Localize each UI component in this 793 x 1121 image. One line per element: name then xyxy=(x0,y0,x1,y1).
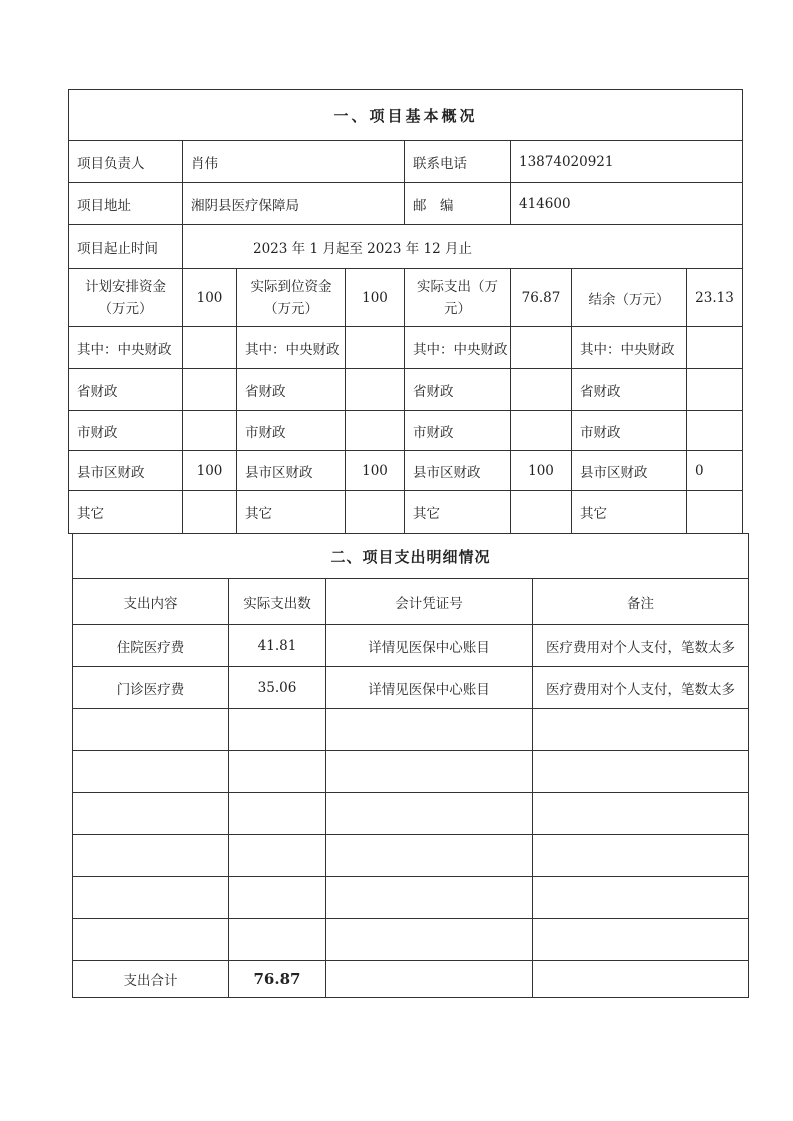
breakdown-value: 100 xyxy=(183,451,237,491)
voucher-number xyxy=(326,793,533,835)
voucher-number xyxy=(326,751,533,793)
phone-label: 联系电话 xyxy=(405,141,511,183)
breakdown-label: 其它 xyxy=(237,491,346,534)
table-row xyxy=(73,835,749,877)
arrived-value: 100 xyxy=(346,269,405,327)
expense-content xyxy=(73,919,229,961)
expense-amount xyxy=(229,877,326,919)
header-voucher: 会计凭证号 xyxy=(326,579,533,625)
table-row xyxy=(73,625,749,667)
expense-content: 住院医疗费 xyxy=(73,625,229,667)
breakdown-label: 市财政 xyxy=(405,411,511,451)
expense-content xyxy=(73,835,229,877)
expense-content xyxy=(73,709,229,751)
planned-value: 100 xyxy=(183,269,237,327)
voucher-number: 详情见医保中心账目 xyxy=(326,625,533,667)
breakdown-value xyxy=(687,491,743,534)
breakdown-row xyxy=(69,327,743,369)
breakdown-value xyxy=(687,327,743,369)
breakdown-label: 省财政 xyxy=(69,369,183,411)
section2-title: 二、项目支出明细情况 xyxy=(73,534,749,579)
breakdown-label: 其它 xyxy=(572,491,687,534)
breakdown-label: 其中：中央财政 xyxy=(572,327,687,369)
breakdown-value xyxy=(511,327,572,369)
table-row xyxy=(73,667,749,709)
breakdown-label: 省财政 xyxy=(572,369,687,411)
header-remark: 备注 xyxy=(533,579,749,625)
breakdown-label: 县市区财政 xyxy=(237,451,346,491)
address-value: 湘阴县医疗保障局 xyxy=(183,183,405,225)
breakdown-label: 县市区财政 xyxy=(572,451,687,491)
breakdown-label: 其中：中央财政 xyxy=(405,327,511,369)
spent-value: 76.87 xyxy=(511,269,572,327)
table-row xyxy=(73,877,749,919)
total-row xyxy=(73,961,749,998)
breakdown-value xyxy=(687,411,743,451)
expense-amount xyxy=(229,919,326,961)
expense-amount: 41.81 xyxy=(229,625,326,667)
total-value: 76.87 xyxy=(229,961,326,998)
breakdown-value xyxy=(346,327,405,369)
voucher-number: 详情见医保中心账目 xyxy=(326,667,533,709)
header-content: 支出内容 xyxy=(73,579,229,625)
table-header-row xyxy=(73,579,749,625)
leader-value: 肖伟 xyxy=(183,141,405,183)
breakdown-row xyxy=(69,411,743,451)
breakdown-row xyxy=(69,451,743,491)
table-row xyxy=(73,793,749,835)
breakdown-row xyxy=(69,491,743,534)
remark xyxy=(533,919,749,961)
breakdown-value xyxy=(183,369,237,411)
breakdown-label: 其中：中央财政 xyxy=(69,327,183,369)
breakdown-value: 100 xyxy=(346,451,405,491)
breakdown-label: 其它 xyxy=(405,491,511,534)
voucher-number xyxy=(326,835,533,877)
breakdown-value xyxy=(687,369,743,411)
breakdown-value: 100 xyxy=(511,451,572,491)
remark xyxy=(533,709,749,751)
breakdown-label: 市财政 xyxy=(572,411,687,451)
expenditure-detail-table xyxy=(72,533,749,998)
breakdown-value xyxy=(511,369,572,411)
postcode-label: 邮 编 xyxy=(405,183,511,225)
expense-amount xyxy=(229,709,326,751)
breakdown-value: 0 xyxy=(687,451,743,491)
expense-content xyxy=(73,751,229,793)
header-amount: 实际支出数 xyxy=(229,579,326,625)
breakdown-label: 县市区财政 xyxy=(405,451,511,491)
voucher-number xyxy=(326,919,533,961)
planned-label: 计划安排资金（万元） xyxy=(69,269,183,327)
breakdown-label: 市财政 xyxy=(69,411,183,451)
expense-content xyxy=(73,793,229,835)
balance-value: 23.13 xyxy=(687,269,743,327)
remark: 医疗费用对个人支付，笔数太多 xyxy=(533,667,749,709)
section1-title: 一、项目基本概况 xyxy=(69,90,743,141)
remark xyxy=(533,835,749,877)
expense-amount: 35.06 xyxy=(229,667,326,709)
total-label: 支出合计 xyxy=(73,961,229,998)
table-row xyxy=(73,709,749,751)
breakdown-value xyxy=(346,491,405,534)
expense-amount xyxy=(229,793,326,835)
balance-label: 结余（万元） xyxy=(572,269,687,327)
breakdown-label: 县市区财政 xyxy=(69,451,183,491)
breakdown-label: 市财政 xyxy=(237,411,346,451)
breakdown-label: 省财政 xyxy=(405,369,511,411)
breakdown-value xyxy=(183,491,237,534)
remark xyxy=(533,793,749,835)
empty-cell xyxy=(533,961,749,998)
breakdown-row xyxy=(69,369,743,411)
breakdown-label: 省财政 xyxy=(237,369,346,411)
remark: 医疗费用对个人支付，笔数太多 xyxy=(533,625,749,667)
table-row xyxy=(73,919,749,961)
breakdown-value xyxy=(346,369,405,411)
expense-content: 门诊医疗费 xyxy=(73,667,229,709)
voucher-number xyxy=(326,877,533,919)
arrived-label: 实际到位资金（万元） xyxy=(237,269,346,327)
address-label: 项目地址 xyxy=(69,183,183,225)
remark xyxy=(533,751,749,793)
breakdown-label: 其它 xyxy=(69,491,183,534)
breakdown-value xyxy=(183,327,237,369)
breakdown-value xyxy=(346,411,405,451)
spent-label: 实际支出（万元） xyxy=(405,269,511,327)
breakdown-value xyxy=(183,411,237,451)
postcode-value: 414600 xyxy=(511,183,743,225)
project-overview-table xyxy=(68,89,743,534)
period-value: 2023 年 1 月起至 2023 年 12 月止 xyxy=(183,225,743,269)
period-label: 项目起止时间 xyxy=(69,225,183,269)
phone-value: 13874020921 xyxy=(511,141,743,183)
expense-amount xyxy=(229,835,326,877)
breakdown-value xyxy=(511,491,572,534)
table-row xyxy=(73,751,749,793)
expense-content xyxy=(73,877,229,919)
leader-label: 项目负责人 xyxy=(69,141,183,183)
breakdown-label: 其中：中央财政 xyxy=(237,327,346,369)
expense-amount xyxy=(229,751,326,793)
breakdown-value xyxy=(511,411,572,451)
voucher-number xyxy=(326,709,533,751)
empty-cell xyxy=(326,961,533,998)
remark xyxy=(533,877,749,919)
